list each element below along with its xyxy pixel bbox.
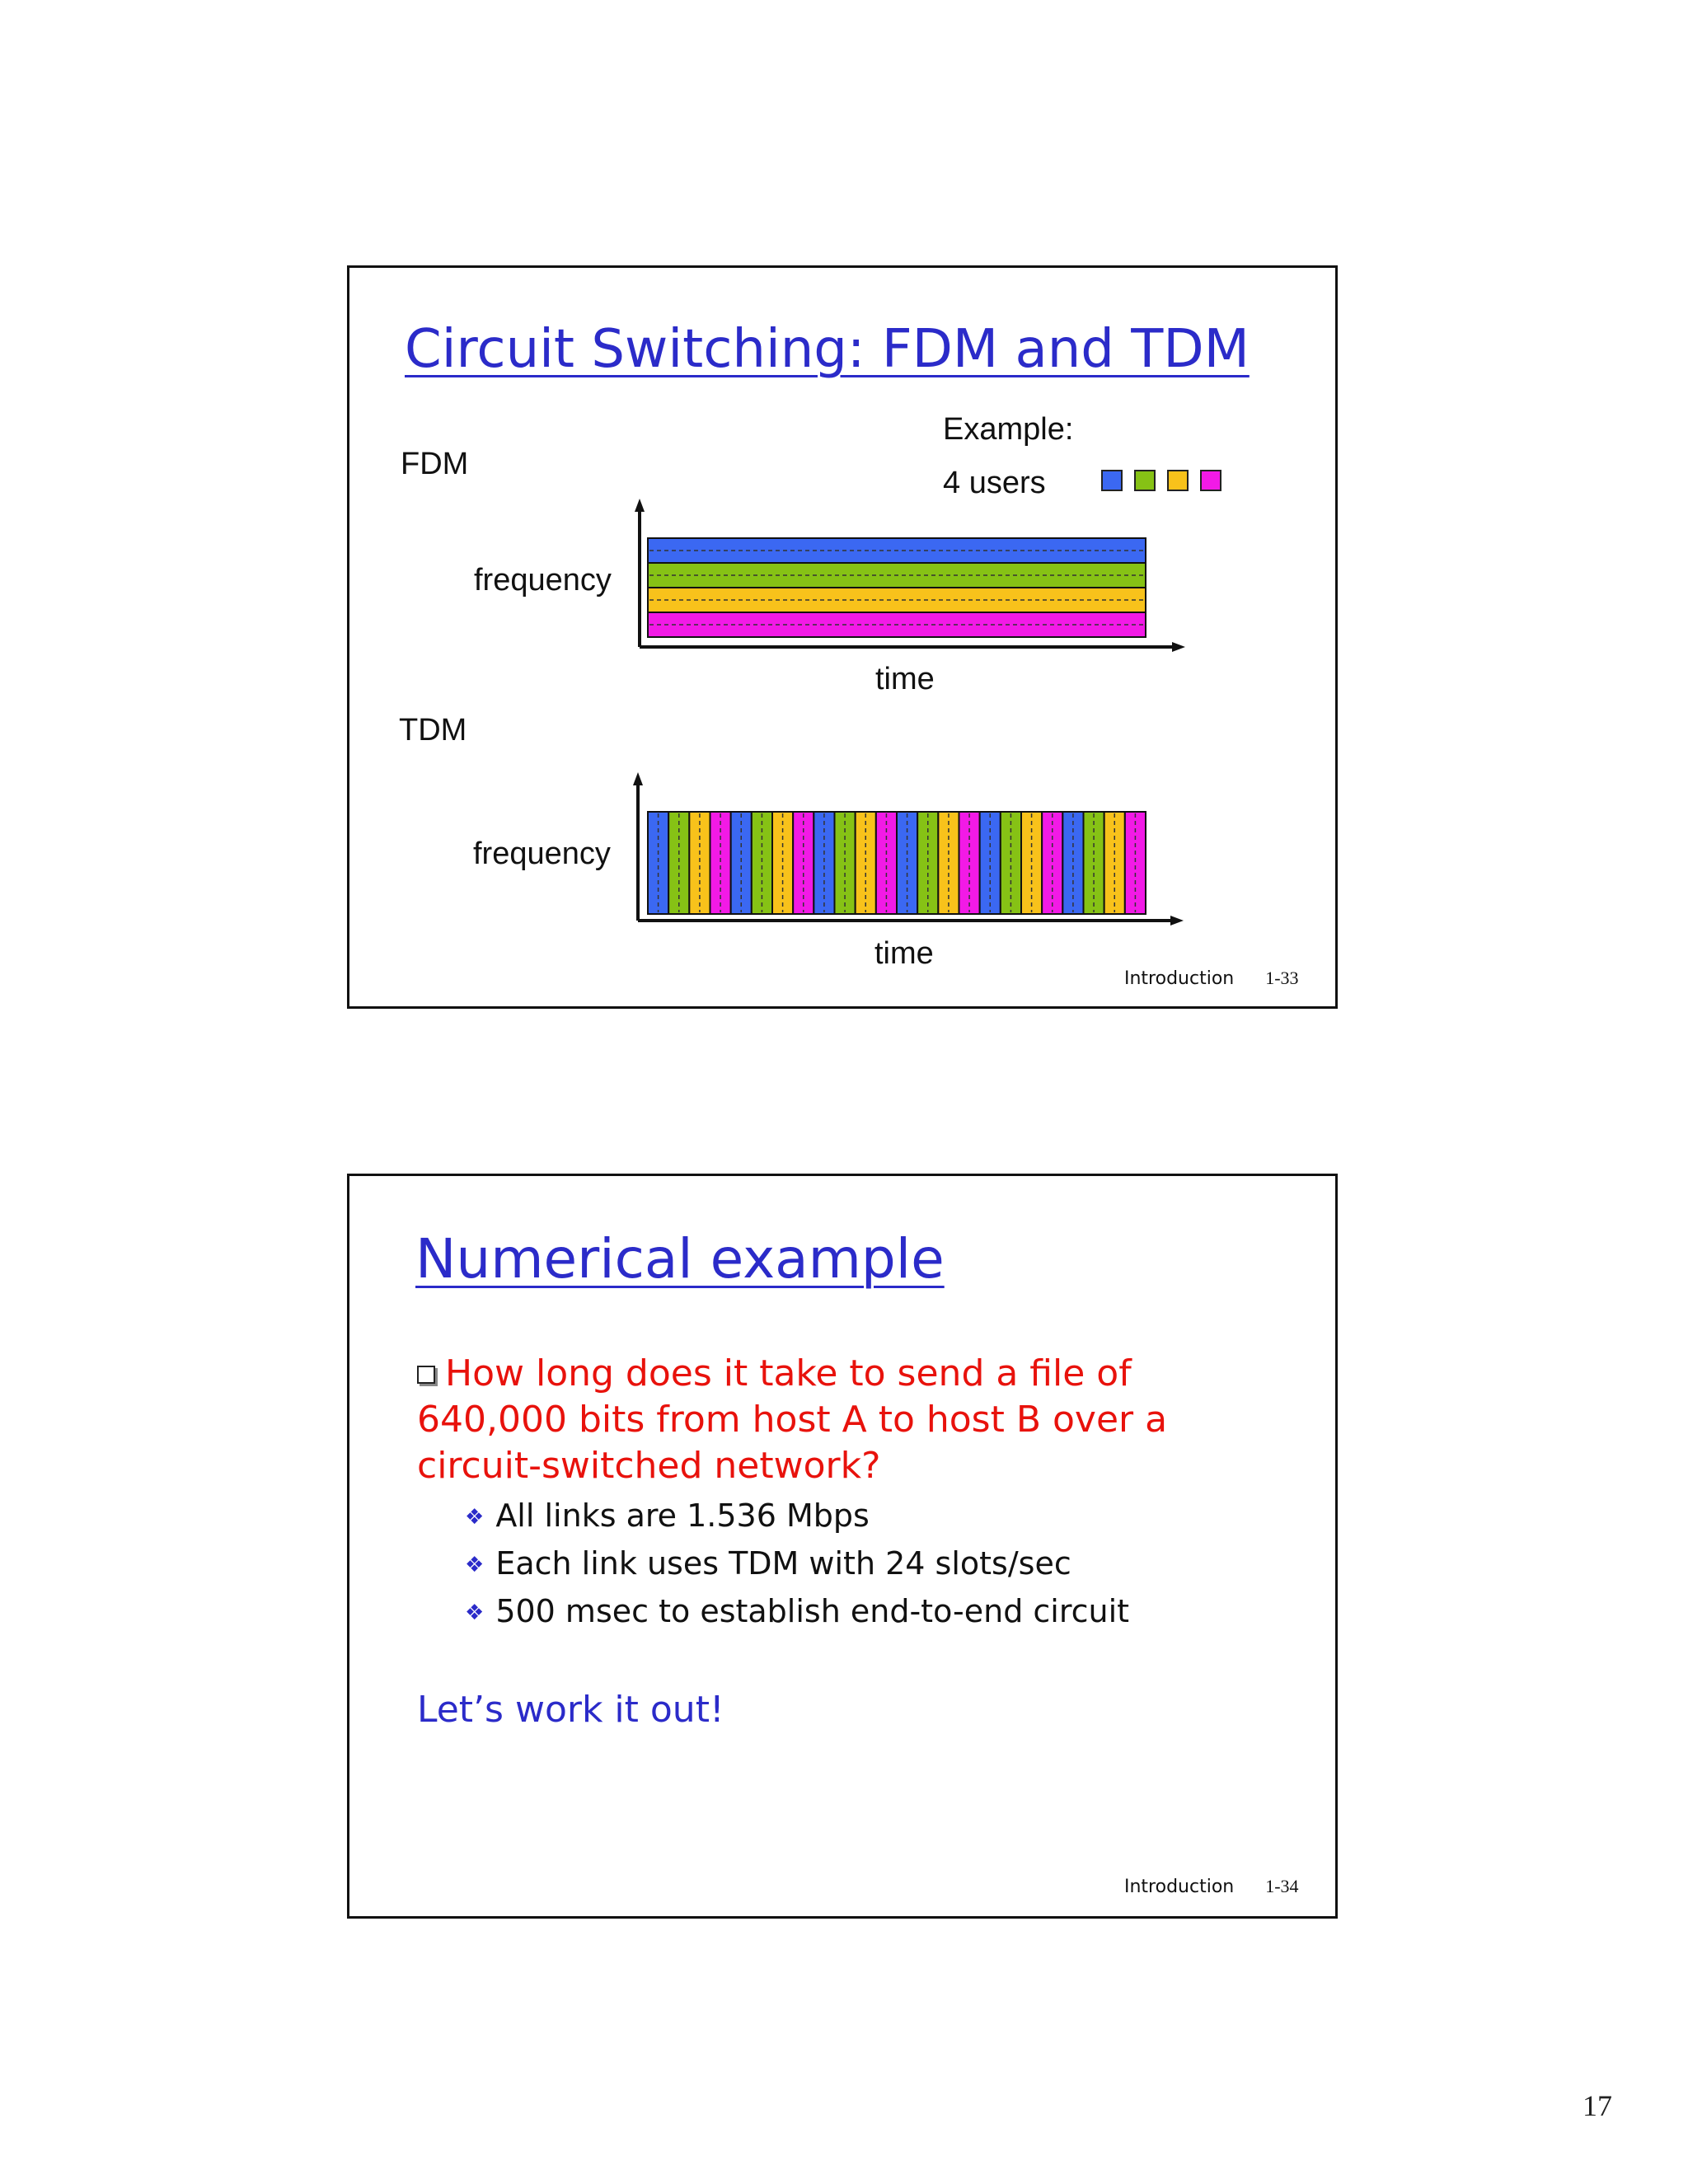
users-label: 4 users — [943, 466, 1046, 500]
fdm-label: FDM — [401, 447, 469, 481]
sub-bullet-text: Each link uses TDM with 24 slots/sec — [495, 1545, 1071, 1582]
tdm-diagram — [349, 268, 1340, 1011]
footer-slide-number: 1-33 — [1265, 968, 1299, 988]
tdm-label: TDM — [399, 713, 467, 748]
example-label: Example: — [943, 412, 1074, 447]
tdm-time-label: time — [874, 936, 934, 971]
slide-footer — [1124, 968, 1299, 989]
slide-numerical-example — [347, 1174, 1338, 1919]
diamond-bullet-icon: ❖ — [465, 1505, 485, 1530]
page-number: 17 — [1582, 2089, 1612, 2122]
slide-footer — [1124, 1876, 1299, 1897]
fdm-frequency-label: frequency — [474, 563, 612, 598]
diamond-bullet-icon: ❖ — [465, 1553, 485, 1577]
conclusion-text: Let’s work it out! — [417, 1689, 724, 1731]
sub-bullet-3 — [465, 1593, 1129, 1629]
diamond-bullet-icon: ❖ — [465, 1601, 485, 1625]
fdm-time-label: time — [875, 662, 935, 696]
sub-bullet-text: All links are 1.536 Mbps — [495, 1497, 870, 1534]
footer-slide-number: 1-34 — [1265, 1876, 1299, 1896]
tdm-frequency-label: frequency — [473, 837, 611, 871]
sub-bullet-2 — [465, 1545, 1071, 1582]
question-text: How long does it take to send a file of 640,000 bits from host A to host B over a circuit-switched network? — [417, 1352, 1168, 1487]
sub-bullet-1 — [465, 1497, 870, 1534]
footer-section: Introduction — [1124, 968, 1235, 989]
slide-title: Numerical example — [415, 1227, 945, 1291]
sub-bullet-text: 500 msec to establish end-to-end circuit — [495, 1593, 1130, 1629]
question-bullet — [417, 1351, 1282, 1489]
slide-title: Circuit Switching: FDM and TDM — [405, 319, 1250, 380]
slide-fdm-tdm — [347, 265, 1338, 1009]
checkbox-bullet-icon — [417, 1366, 435, 1384]
footer-section: Introduction — [1124, 1877, 1235, 1897]
